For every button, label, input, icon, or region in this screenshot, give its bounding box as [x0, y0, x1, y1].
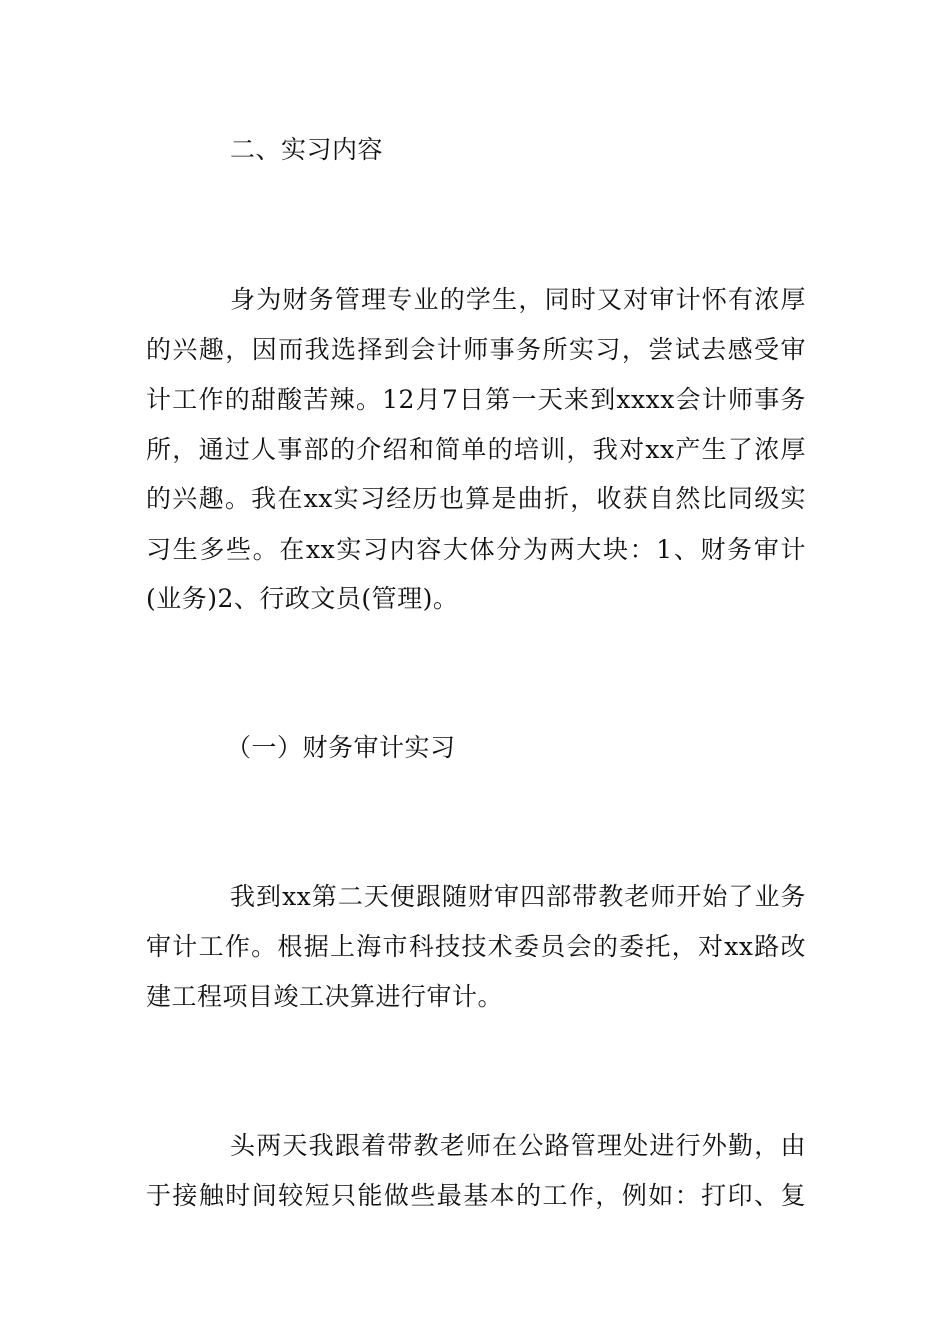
paragraph-line: 的兴趣，因而我选择到会计师事务所实习，尝试去感受审	[146, 335, 806, 364]
paragraph-line: 审计工作。根据上海市科技技术委员会的委托，对xx路改	[146, 932, 806, 961]
paragraph-line: 的兴趣。我在xx实习经历也算是曲折，收获自然比同级实	[146, 484, 806, 513]
paragraph-line: 所，通过人事部的介绍和简单的培训，我对xx产生了浓厚	[146, 435, 806, 464]
paragraph-line: 头两天我跟着带教老师在公路管理处进行外勤，由	[230, 1131, 806, 1160]
paragraph-line: (业务)2、行政文员(管理)。	[146, 584, 459, 613]
paragraph-line: 我到xx第二天便跟随财审四部带教老师开始了业务	[230, 882, 806, 911]
paragraph-line: 于接触时间较短只能做些最基本的工作，例如：打印、复	[146, 1181, 806, 1210]
paragraph-line: 习生多些。在xx实习内容大体分为两大块：1、财务审计	[146, 535, 806, 564]
section-heading: 二、实习内容	[230, 135, 384, 164]
paragraph-line: 计工作的甜酸苦辣。12月7日第一天来到xxxx会计师事务	[146, 385, 806, 414]
subheading: （一）财务审计实习	[226, 733, 456, 762]
paragraph-line: 身为财务管理专业的学生，同时又对审计怀有浓厚	[230, 285, 806, 314]
paragraph-line: 建工程项目竣工决算进行审计。	[146, 982, 504, 1011]
